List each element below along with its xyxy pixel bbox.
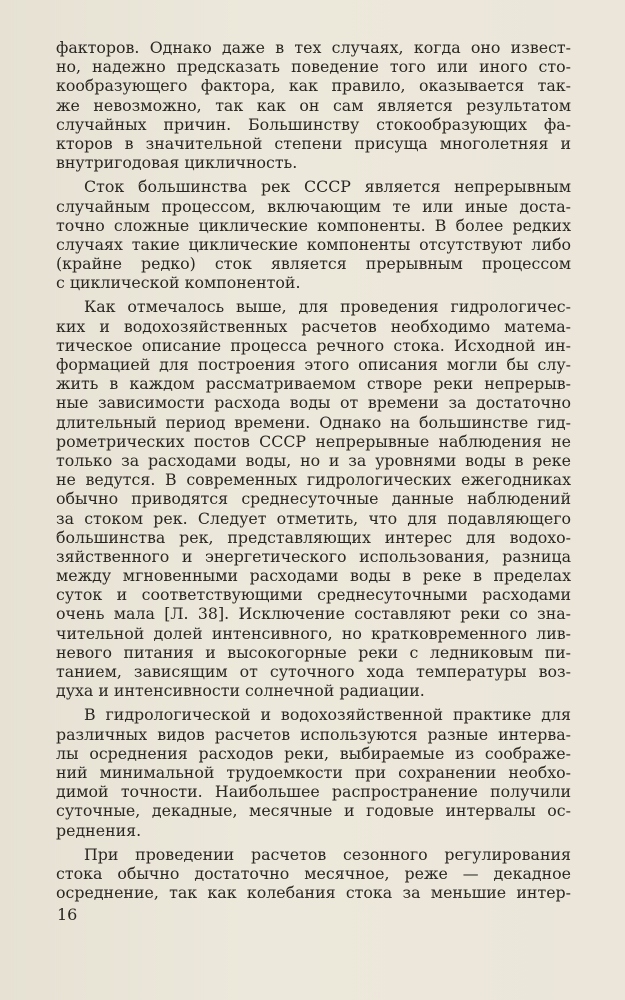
text-line: танием, зависящим от суточного хода температуры воз- [56,662,571,681]
text-line: кообразующего фактора, как правило, оказывается так- [56,76,571,96]
text-line: кторов в значительной степени присуща многолетняя и [56,133,571,153]
text-line: большинства рек, представляющих интерес для водохо- [56,527,571,547]
paragraph [56,705,571,839]
text-line: ний минимальной трудоемкости при сохранении необхо- [56,762,571,782]
text-line: (крайне редко) сток является прерывным процессом [56,254,571,274]
text-line: осреднение, так как колебания стока за меньшие интер- [56,883,571,903]
text-line: за стоком рек. Следует отметить, что для подавляющего [56,508,571,528]
paragraph [56,177,571,292]
text-line: ные зависимости расхода воды от времени за достаточно [56,393,571,413]
text-line: с циклической компонентой. [56,273,301,293]
text-line: духа и интенсивности солнечной радиации. [56,681,425,701]
text-line: суточные, декадные, месячные и годовые интервалы ос- [56,801,571,821]
text-line: невого питания и высокогорные реки с ледниковым пи- [56,642,571,662]
text-line: формацией для построения этого описания могли бы слу- [56,355,571,374]
body-text [56,38,571,907]
text-line: димой точности. Наибольшее распространение получили [56,782,571,802]
text-line: но, надежно предсказать поведение того или иного сто- [56,57,571,77]
text-line: различных видов расчетов используются разные интерва- [56,724,571,744]
text-line: не ведутся. В современных гидрологических ежегодниках [56,470,571,490]
text-line: Сток большинства рек СССР является непрерывным [84,177,571,197]
text-line: Как отмечалось выше, для проведения гидрологичес- [84,297,571,317]
text-line: реднения. [56,820,142,840]
text-line: В гидрологической и водохозяйственной практике для [84,705,571,725]
page-number: 16 [57,905,78,924]
text-line: случаях такие циклические компоненты отсутствуют либо [56,234,571,254]
text-line: ких и водохозяйственных расчетов необходимо матема- [56,316,571,336]
text-line: суток и соответствующими среднесуточными расходами [56,585,571,605]
text-line: между мгновенными расходами воды в реке в пределах [56,566,571,586]
text-line: случайным процессом, включающим те или иные доста- [56,196,571,216]
text-line: же невозможно, так как он сам является результатом [56,95,571,115]
text-line: точно сложные циклические компоненты. В более редких [56,215,571,235]
paragraph [56,297,571,700]
text-line: лы осреднения расходов реки, выбираемые из соображе- [56,743,571,763]
text-line: рометрических постов СССР непрерывные наблюдения не [56,431,571,451]
text-line: случайных причин. Большинству стокообразующих фа- [56,114,571,134]
text-line: только за расходами воды, но и за уровнями воды в реке [56,450,571,470]
text-line: внутригодовая цикличность. [56,153,298,173]
text-line: факторов. Однако даже в тех случаях, когда оно извест- [56,38,571,57]
paragraph [56,38,571,172]
text-line: При проведении расчетов сезонного регулирования [84,844,571,864]
text-line: чительной долей интенсивного, но кратковременного лив- [56,623,571,643]
paragraph [56,845,571,903]
text-line: обычно приводятся среднесуточные данные наблюдений [56,489,571,509]
text-line: тическое описание процесса речного стока. Исходной ин- [56,335,571,355]
text-line: длительный период времени. Однако на большинстве гид- [56,412,571,432]
text-line: стока обычно достаточно месячное, реже — декадное [56,863,571,883]
text-line: очень мала [Л. 38]. Исключение составляют реки со зна- [56,604,571,624]
text-line: зяйственного и энергетического использования, разница [56,546,571,566]
text-line: жить в каждом рассматриваемом створе реки непрерыв- [56,374,571,394]
